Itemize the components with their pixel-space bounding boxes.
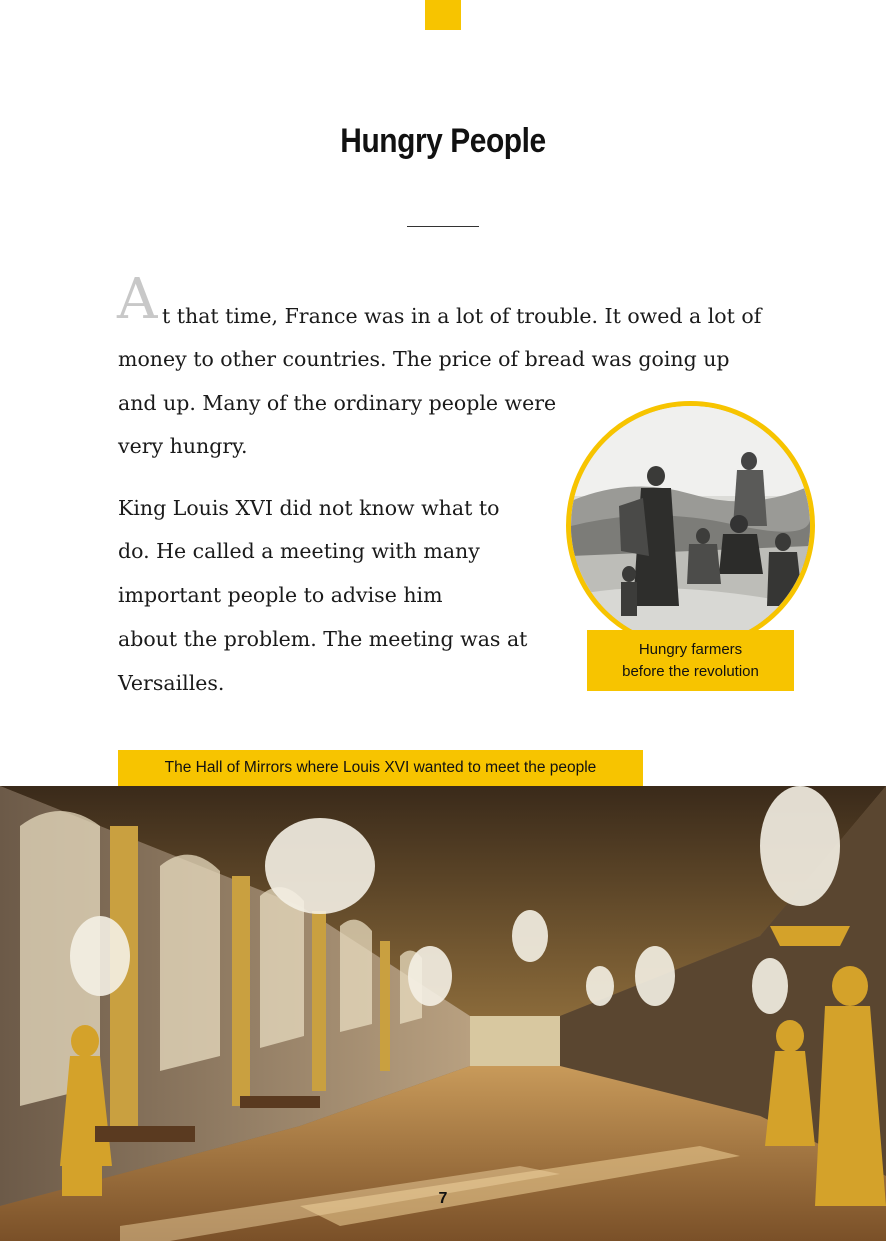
text-line: and up. Many of the ordinary people were (118, 391, 557, 415)
page-title: Hungry People (340, 122, 546, 160)
text-line: money to other countries. The price of bread was going up (118, 347, 730, 371)
title-divider (407, 226, 479, 227)
hungry-farmers-photo (566, 401, 815, 650)
text-line: King Louis XVI did not know what to (118, 496, 500, 520)
text-line: do. He called a meeting with many (118, 539, 480, 563)
hall-of-mirrors-photo (0, 786, 886, 1241)
top-tab-marker (425, 0, 461, 30)
text-line: Versailles. (118, 671, 225, 695)
text-line: about the problem. The meeting was at (118, 627, 528, 651)
text-line: very hungry. (118, 434, 248, 458)
hall-caption: The Hall of Mirrors where Louis XVI wanted to meet the people (118, 750, 643, 786)
text-line: t that time, France was in a lot of trouble. It owed a lot of (162, 304, 762, 328)
caption-line: before the revolution (622, 663, 759, 680)
page-number: 7 (438, 1190, 448, 1207)
drop-cap: A (117, 267, 158, 332)
caption-line: Hungry farmers (638, 641, 743, 658)
farmers-caption (587, 630, 794, 691)
text-line: important people to advise him (118, 583, 443, 607)
